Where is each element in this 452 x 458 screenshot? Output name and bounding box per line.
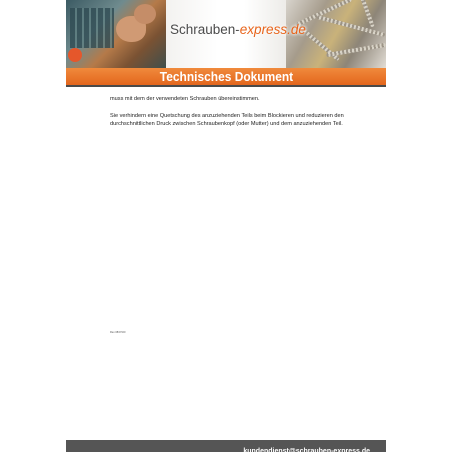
- document-title-bar: [66, 68, 386, 85]
- document-title: Technisches Dokument: [159, 69, 293, 84]
- body-paragraph: Sie verhindern eine Quetschung des anzuziehenden Teils beim Blockieren und reduzieren den durchschnittlichen Druck zwischen Schraubenkopf (oder Mutter) und dem anzuziehenden Teil.: [110, 112, 344, 128]
- logo-text-main: Schrauben-: [170, 22, 240, 37]
- body-paragraph: muss mit dem der verwendeten Schrauben übereinstimmen.: [110, 96, 260, 102]
- workshop-photo: [66, 0, 166, 68]
- contact-email[interactable]: kundendienst@schrauben-express.de: [243, 448, 370, 455]
- document-body: [110, 95, 350, 137]
- header-divider: [66, 85, 386, 87]
- logo-text-domain: express.de: [239, 22, 306, 37]
- brand-logo: [170, 22, 306, 37]
- footer-bar: [66, 440, 386, 455]
- document-page: [66, 0, 386, 455]
- revision-note: Rev 08/07/20: [110, 331, 126, 334]
- header-banner: [66, 0, 386, 68]
